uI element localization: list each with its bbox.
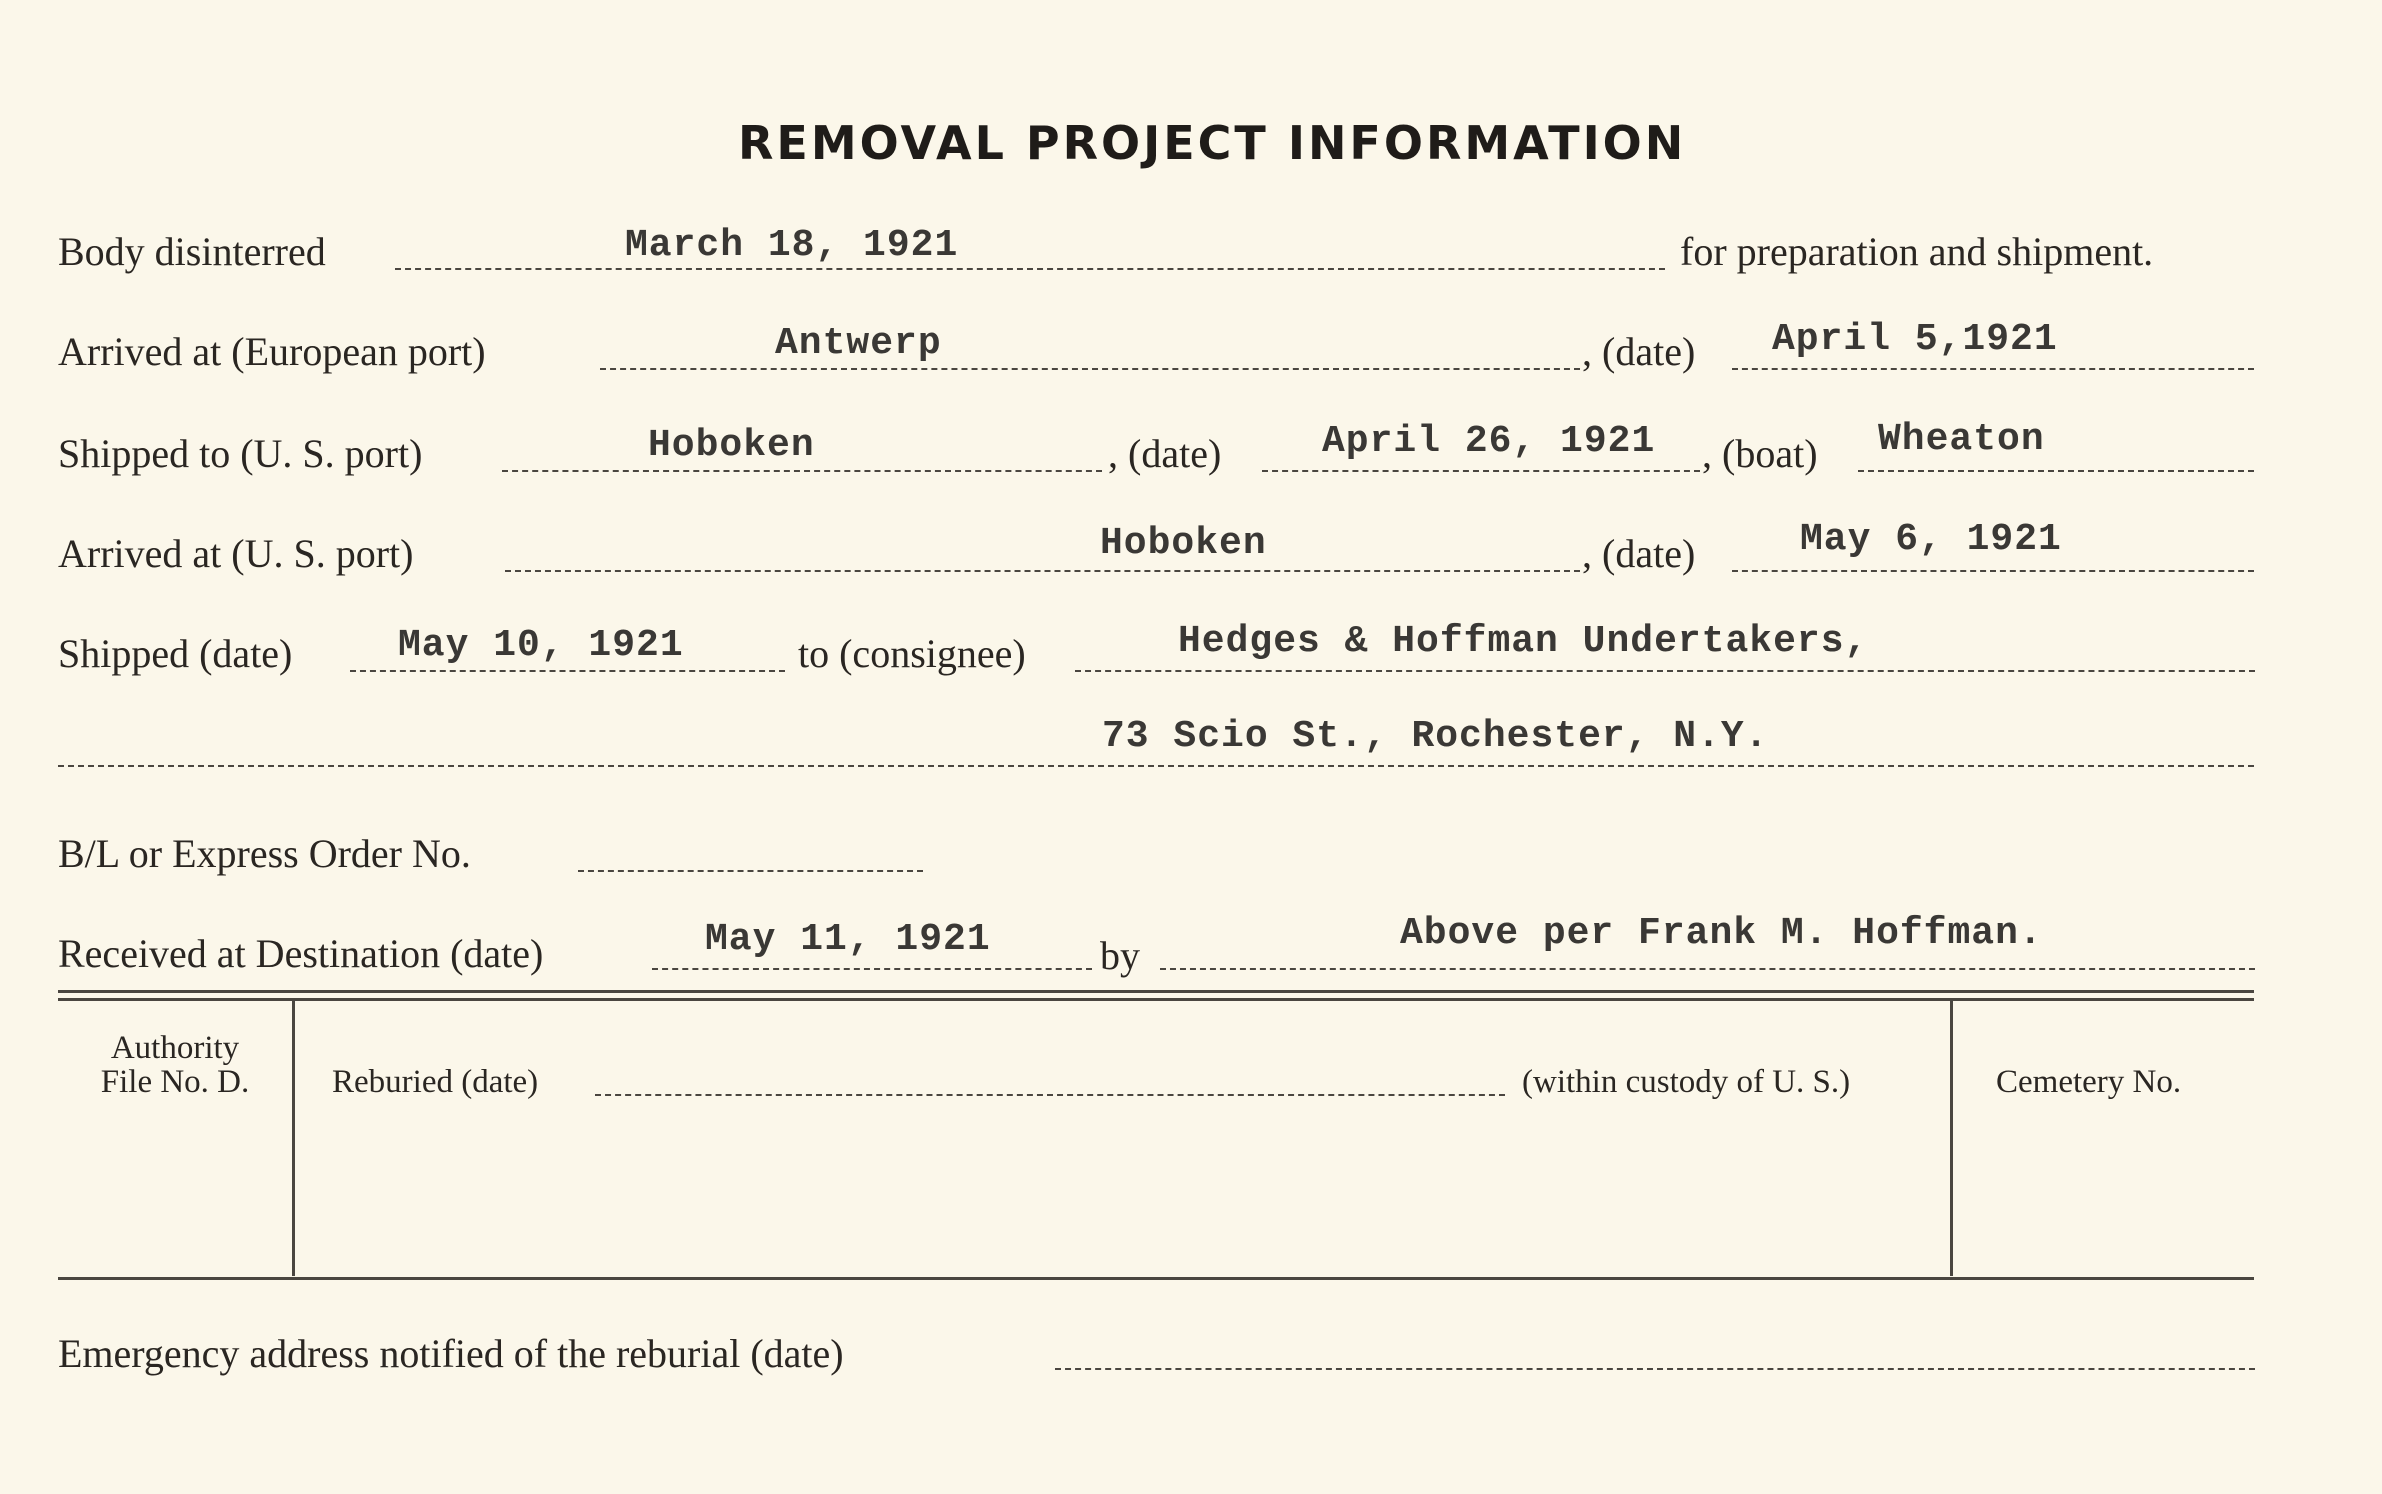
arrived-us-line (505, 570, 1580, 572)
emergency-label: Emergency address notified of the reburial (date) (58, 1331, 844, 1376)
authority-label-1: Authority (110, 1030, 240, 1066)
page-title: REMOVAL PROJECT INFORMATION (738, 116, 1687, 170)
consignee-value: Hedges & Hoffman Undertakers, (1178, 620, 1869, 663)
consignee-address: 73 Scio St., Rochester, N.Y. (1102, 715, 1769, 758)
address-line (58, 765, 2254, 767)
shipped-us-boat-value: Wheaton (1878, 418, 2045, 461)
shipped-us-boat-line (1858, 470, 2254, 472)
bl-label: B/L or Express Order No. (58, 831, 471, 876)
shipped-us-value: Hoboken (648, 424, 815, 467)
arrived-us-label: Arrived at (U. S. port) (58, 531, 414, 576)
received-label: Received at Destination (date) (58, 931, 544, 976)
disinterred-line (395, 268, 1665, 270)
european-port-value: Antwerp (775, 322, 942, 365)
received-by-value: Above per Frank M. Hoffman. (1400, 912, 2043, 955)
arrived-us-date-value: May 6, 1921 (1800, 518, 2062, 561)
disinterred-label: Body disinterred (58, 229, 326, 274)
table-bottom-rule (58, 1277, 2254, 1280)
shipped-us-line (502, 470, 1102, 472)
emergency-line (1055, 1368, 2255, 1370)
shipped-us-boat-label: , (boat) (1702, 431, 1818, 476)
shipped-us-date-line (1262, 470, 1700, 472)
consignee-label: to (consignee) (798, 631, 1026, 676)
consignee-line (1075, 670, 2255, 672)
custody-label: (within custody of U. S.) (1522, 1064, 1851, 1100)
received-date-value: May 11, 1921 (705, 918, 991, 961)
european-port-date-label: , (date) (1582, 329, 1696, 374)
table-divider-right (1950, 1000, 1953, 1276)
shipped-date-label: Shipped (date) (58, 631, 293, 676)
european-port-line (600, 368, 1580, 370)
disinterred-suffix: for preparation and shipment. (1680, 229, 2154, 274)
shipped-us-date-label: , (date) (1108, 431, 1222, 476)
shipped-us-date-value: April 26, 1921 (1322, 420, 1656, 463)
arrived-us-date-label: , (date) (1582, 531, 1696, 576)
authority-label-2: File No. D. (100, 1064, 250, 1100)
cemetery-label: Cemetery No. (1996, 1064, 2182, 1100)
european-port-date-value: April 5,1921 (1772, 318, 2058, 361)
arrived-us-value: Hoboken (1100, 522, 1267, 565)
shipped-date-value: May 10, 1921 (398, 624, 684, 667)
arrived-us-date-line (1732, 570, 2254, 572)
disinterred-value: March 18, 1921 (625, 224, 959, 267)
table-top-rule-2 (58, 998, 2254, 1001)
reburied-label: Reburied (date) (332, 1064, 539, 1100)
shipped-us-label: Shipped to (U. S. port) (58, 431, 423, 476)
reburied-line (595, 1094, 1505, 1096)
european-port-label: Arrived at (European port) (58, 329, 486, 374)
european-port-date-line (1732, 368, 2254, 370)
table-divider-left (292, 1000, 295, 1276)
bl-line (578, 870, 923, 872)
received-date-line (652, 968, 1092, 970)
received-by-line (1160, 968, 2255, 970)
received-by-label: by (1100, 933, 1140, 978)
table-top-rule-1 (58, 990, 2254, 993)
shipped-date-line (350, 670, 785, 672)
